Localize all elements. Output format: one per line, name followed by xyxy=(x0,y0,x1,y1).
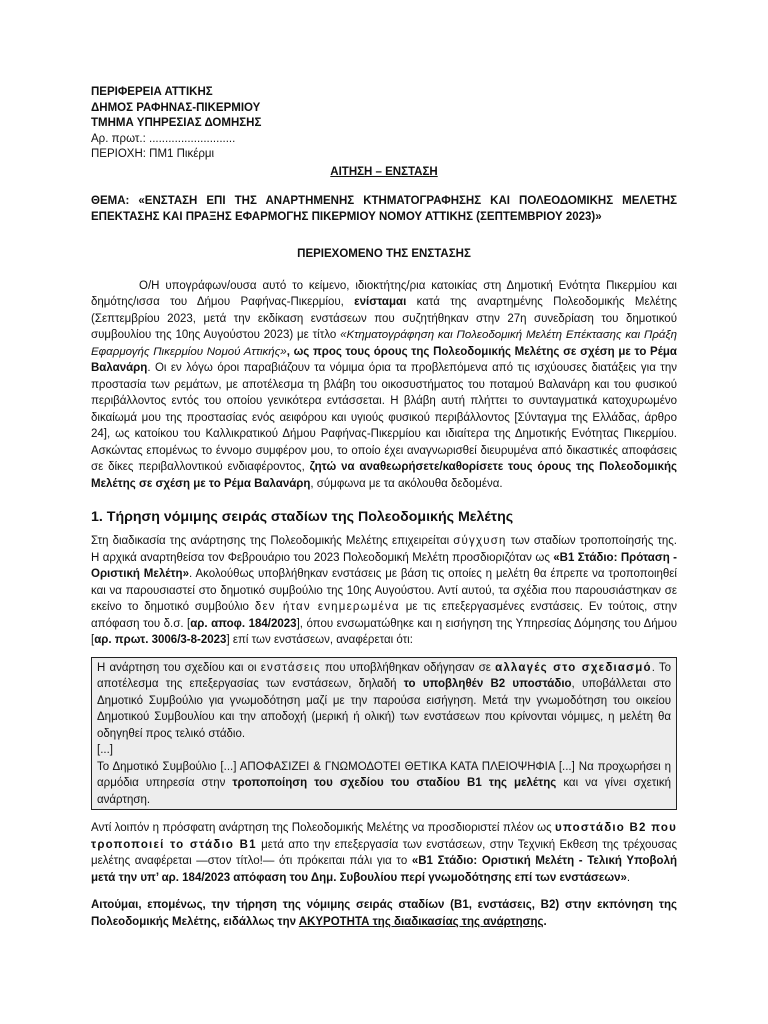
stage-name: «Β1 Στάδιο: Οριστική Μελέτη - Τελική Υποβολή μετά την υπ’ αρ. 184/2023 απόφαση του Δημ. Συβουλίου περί γνωμοδότησης επί των ενστάσεων» xyxy=(91,855,677,884)
quote-text: που υποβλήθηκαν οδήγησαν σε xyxy=(320,661,496,674)
intro-objection-word: ενίσταμαι xyxy=(354,296,407,308)
section-heading: 1. Τήρηση νόμιμης σειράς σταδίων της Πολεοδομικής Μελέτης xyxy=(91,509,514,525)
section-paragraph xyxy=(91,533,677,649)
paragraph-text: ] επί των ενστάσεων, αναφέρεται ότι: xyxy=(226,634,413,646)
area-line: ΠΕΡΙΟΧΗ: ΠΜ1 Πικέρμι xyxy=(91,148,215,160)
decision-number: αρ. αποφ. 184/2023 xyxy=(190,617,297,630)
quote-text: , υποβάλλεται στο Δημοτικό Συμβούλιο για γνωμοδότηση μαζί με την παρούσα εισήγηση. Μετά την γνωμοδότηση του οικείου Δημοτικού Συμβουλίου και την αποδοχή (μερική ή ολική) των ενστάσεων που κρίνονται νόμιμες, η μελέτη θα οδηγηθεί προς τελικό στάδιο. xyxy=(97,678,671,740)
paragraph-text: . Ακολούθως υποβλήθηκαν ενστάσεις με βάση τις οποίες η μελέτη θα έπρεπε να τροποποιηθεί και να παρουσιαστεί στο δημοτικό συμβούλιο της 10ης Αυγούστου. Αντί αυτού, τα σχέδια που παρουσιάστηκαν σε εκείνο το δημοτικό συμβούλιο xyxy=(91,568,677,613)
quote-emphasis: τροποποίηση του σχεδίου του σταδίου Β1 της μελέτης xyxy=(232,777,557,789)
intro-text: . Οι εν λόγω όροι παραβιάζουν τα νόμιμα όρια τα προβλεπόμενα από τις ισχύουσες διατάξεις για την προστασία των ρεμάτων, με αποτέλεσμα τη βλάβη του οικοσυστήματος του ποταμού Βαλανάρη και του φυσικού περιβάλλοντος εντός του οποίου γενικότερα εντάσσεται. Η βλάβη αυτή πλήττει το συνταγματικά κατοχυρωμένο δικαίωμά μου της προστασίας ενός αειφόρου και υγιούς φυσικού περιβάλλοντος [Σύνταγμα της Ελλάδας, άρθρο 24], ως κατοίκου του Καλλικρατικού Δήμου Ραφήνας-Πικερμίου και ιδιαίτερα της Δημοτικής Ενότητας Πικερμίου. Ασκώντας επομένως το έννομο συμφέρον μου, το οποίο έχει αναγνωρισθεί διευρυμένα από δικαστικές αποφάσεις σε δίκες περιβαλλοντικού ενδιαφέροντος, xyxy=(91,362,677,473)
paragraph-text: ], όπου ενσωματώθηκε και η εισήγηση της Υπηρεσίας Δόμησης του Δήμου [ xyxy=(91,617,677,646)
spaced-emphasis: δεν ήταν ενημερωμένα xyxy=(254,601,400,613)
quote-emphasis: αλλαγές στο σχεδιασμό xyxy=(495,661,652,674)
intro-text: Ο/Η υπογράφων/ουσα αυτό το κείμενο, ιδιοκτήτης/ρια κατοικίας στη Δημοτική Ενότητα Πικερμίου και δημότης/ισσα του Δήμου Ραφήνας-Πικερμίου, xyxy=(91,279,677,308)
quote-text: Η ανάρτηση του σχεδίου και οι xyxy=(97,661,261,674)
section-paragraph xyxy=(91,820,677,886)
quote-ellipsis: [...] xyxy=(97,744,113,756)
document-title: ΑΙΤΗΣΗ – ΕΝΣΤΑΣΗ xyxy=(330,165,438,178)
subject-line: ΘΕΜΑ: «ΕΝΣΤΑΣΗ ΕΠΙ ΤΗΣ ΑΝΑΡΤΗΜΕΝΗΣ ΚΤΗΜΑΤΟΓΡΑΦΗΣΗΣ ΚΑΙ ΠΟΛΕΟΔΟΜΙΚΗΣ ΜΕΛΕΤΗΣ ΕΠΕΚΤΑΣΗΣ ΚΑΙ ΠΡΑΞΗΣ ΕΦΑΡΜΟΓΗΣ ΠΙΚΕΡΜΙΟΥ ΝΟΜΟΥ ΑΤΤΙΚΗΣ (ΣΕΠΤΕΜΒΡΙΟΥ 2023)» xyxy=(91,195,677,223)
stage-name: «Β1 Στάδιο: Πρόταση - Οριστική Μελέτη» xyxy=(91,551,677,580)
paragraph-text: Στη διαδικασία της ανάρτησης της Πολεοδομικής Μελέτης επιχειρείται xyxy=(91,535,454,547)
letterhead xyxy=(91,85,677,163)
request-paragraph xyxy=(91,897,677,930)
quote-text: . Το αποτέλεσμα της επεξεργασίας των ενστάσεων, δηλαδή xyxy=(97,661,671,690)
protocol-reference: αρ. πρωτ. 3006/3-8-2023 xyxy=(94,634,227,646)
intro-text: , σύμφωνα με τα ακόλουθα δεδομένα. xyxy=(310,477,503,490)
quote-paragraph xyxy=(97,660,671,743)
paragraph-text: . xyxy=(626,871,631,884)
department-name: ΤΜΗΜΑ ΥΠΗΡΕΣΙΑΣ ΔΟΜΗΣΗΣ xyxy=(91,117,262,129)
spaced-emphasis: σύγχυση xyxy=(453,535,507,547)
paragraph-text: Αντί λοιπόν η πρόσφατη ανάρτηση της Πολεοδομικής Μελέτης να προσδιοριστεί πλέον ως xyxy=(91,822,556,834)
quote-text: Το Δημοτικό Συμβούλιο [...] ΑΠΟΦΑΣΙΖΕΙ & ΓΝΩΜΟΔΟΤΕΙ ΘΕΤΙΚΑ ΚΑΤΑ ΠΛΕΙΟΨΗΦΙΑ [...] Να προχωρήσει η αρμόδια υπηρεσία στην xyxy=(97,760,671,789)
paragraph-text: των σταδίων τροποποίησής της. Η αρχικά αναρτηθείσα τον Φεβρουάριο του 2023 Πολεοδομική Μελέτη προσδιοριζόταν ως xyxy=(91,535,677,564)
intro-text: κατά της αναρτημένης Πολεοδομικής Μελέτης (Σεπτεμβρίου 2023, μετά την εκδίκαση ενστάσεων που συζητήθηκαν στην 27η συνεδρίαση του δημοτικού συμβουλίου της 10ης Αυγούστου 2023) με τίτλο xyxy=(91,296,677,341)
quote-text: και να γίνει σχετική ανάρτηση. xyxy=(97,777,671,806)
intro-emphasis: , ως προς τους όρους της Πολεοδομικής Μελέτης σε σχέση με το Ρέμα Βαλανάρη xyxy=(91,345,677,374)
nullity-claim: ΑΚΥΡΟΤΗΤΑ της διαδικασίας της ανάρτησης xyxy=(298,915,544,928)
quote-emphasis: το υποβληθέν Β2 υποστάδιο xyxy=(403,678,572,690)
intro-request: ζητώ να αναθεωρήσετε/καθορίσετε τους όρους της Πολεοδομικής Μελέτης σε σχέση με το Ρέμα Βαλανάρη xyxy=(91,461,677,490)
spaced-emphasis: υποστάδιο Β2 που τροποποιεί το στάδιο Β1 xyxy=(91,822,678,851)
request-text: Αιτούμαι, επομένως, την τήρηση της νόμιμης σειράς σταδίων (Β1, ενστάσεις, Β2) στην εκπόνηση της Πολεοδομικής Μελέτης, ειδάλλως την xyxy=(91,899,677,928)
protocol-number: Αρ. πρωτ.: ........................... xyxy=(91,132,236,145)
document-page xyxy=(91,85,677,930)
region-name: ΠΕΡΙΦΕΡΕΙΑ ΑΤΤΙΚΗΣ xyxy=(91,86,213,98)
paragraph-text: μετά απο την επεξεργασία των ενστάσεων, στην Τεχνική Εκθεση της τρέχουσας μελέτης αναφέρεται —στον τίτλο!— ότι πρόκειται πάλι για το xyxy=(91,838,677,867)
study-title: «Κτηματογράφηση και Πολεοδομική Μελέτη Επέκτασης και Πράξη Εφαρμογής Πικερμίου Νομού Αττικής» xyxy=(91,329,677,358)
municipality-name: ΔΗΜΟΣ ΡΑΦΗΝΑΣ-ΠΙΚΕΡΜΙΟΥ xyxy=(91,101,261,114)
spaced-emphasis: ενστάσεις xyxy=(260,661,321,674)
quote-paragraph xyxy=(97,759,671,809)
intro-paragraph xyxy=(91,278,677,493)
paragraph-text: με τις επεξεργασμένες ενστάσεις. Εν τούτοις, στην απόφαση του δ.σ. [ xyxy=(91,601,677,630)
request-text: . xyxy=(543,915,547,928)
content-heading: ΠΕΡΙΕΧΟΜΕΝΟ ΤΗΣ ΕΝΣΤΑΣΗΣ xyxy=(297,248,471,260)
quoted-excerpt xyxy=(91,657,677,811)
